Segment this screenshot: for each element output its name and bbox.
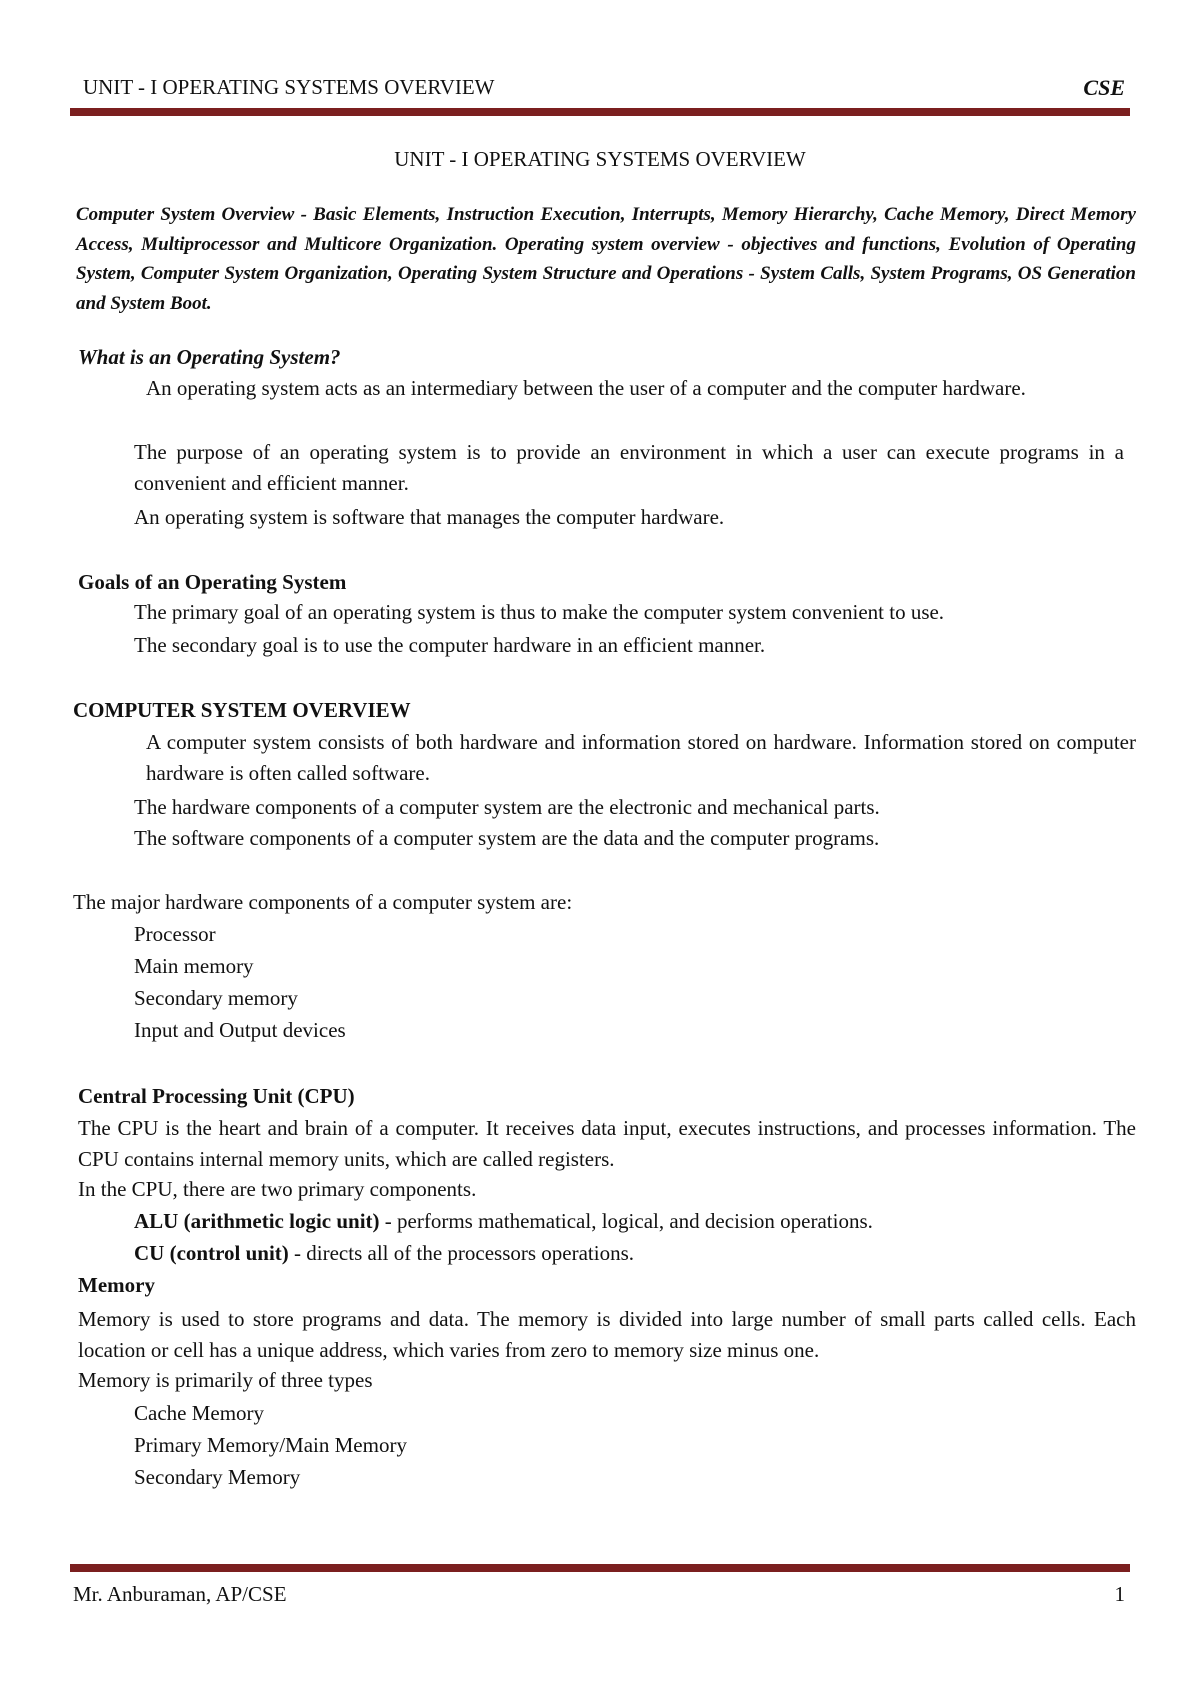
footer-rule <box>70 1564 1130 1572</box>
cso-paragraph-3: The software components of a computer system are the data and the computer programs. <box>134 826 880 850</box>
section-heading-goals: Goals of an Operating System <box>78 570 347 594</box>
footer-author: Mr. Anburaman, AP/CSE <box>73 1582 287 1606</box>
hardware-lead: The major hardware components of a computer system are: <box>73 890 573 914</box>
header-rule <box>70 108 1130 116</box>
section-heading-what-is-os: What is an Operating System? <box>78 345 341 369</box>
list-item: Cache Memory <box>134 1401 265 1425</box>
what-is-os-paragraph-1: An operating system acts as an intermediary between the user of a computer and the computer hardware. <box>146 376 1026 400</box>
header-tag: CSE <box>1083 75 1125 100</box>
list-item: Secondary memory <box>134 986 298 1010</box>
section-heading-memory: Memory <box>78 1273 155 1297</box>
goal-secondary: The secondary goal is to use the computer hardware in an efficient manner. <box>134 633 766 657</box>
memory-paragraph-2: Memory is primarily of three types <box>78 1368 373 1392</box>
cso-paragraph-2: The hardware components of a computer system are the electronic and mechanical parts. <box>134 795 880 819</box>
alu-term: ALU (arithmetic logic unit) <box>134 1209 380 1233</box>
cso-paragraph-1: A computer system consists of both hardware and information stored on hardware. Information stored on computer hardware is often called software. <box>146 730 1136 785</box>
page-header <box>83 75 1125 105</box>
memory-paragraph-1: Memory is used to store programs and data. The memory is divided into large number of small parts called cells. Each location or cell has a unique address, which varies from zero to memory size minus one. <box>78 1307 1136 1362</box>
cpu-paragraph-2: In the CPU, there are two primary components. <box>78 1177 477 1201</box>
cpu-paragraph-1: The CPU is the heart and brain of a computer. It receives data input, executes instructions, and processes information. The CPU contains internal memory units, which are called registers. <box>78 1116 1136 1171</box>
section-heading-computer-system-overview: COMPUTER SYSTEM OVERVIEW <box>73 698 411 722</box>
page-footer <box>73 1582 1125 1612</box>
goal-primary: The primary goal of an operating system is thus to make the computer system convenient to use. <box>134 600 945 624</box>
cpu-cu-item <box>134 1241 634 1266</box>
list-item: Processor <box>134 922 216 946</box>
document-title: UNIT - I OPERATING SYSTEMS OVERVIEW <box>394 147 806 171</box>
header-title: UNIT - I OPERATING SYSTEMS OVERVIEW <box>83 75 495 99</box>
alu-description: - performs mathematical, logical, and decision operations. <box>379 1209 873 1233</box>
list-item: Secondary Memory <box>134 1465 301 1489</box>
cu-term: CU (control unit) <box>134 1241 289 1265</box>
list-item: Input and Output devices <box>134 1018 346 1042</box>
cu-description: - directs all of the processors operations. <box>288 1241 635 1265</box>
list-item: Main memory <box>134 954 254 978</box>
syllabus-intro: Computer System Overview - Basic Elements, Instruction Execution, Interrupts, Memory Hierarchy, Cache Memory, Direct Memory Access, Multiprocessor and Multicore Organization. Operating system overview - objectives and functions, Evolution of Operating System, Computer System Organization, Operating System Structure and Operations - System Calls, System Programs, OS Generation and System Boot. <box>76 204 1136 314</box>
page-number: 1 <box>1114 1582 1125 1606</box>
section-heading-cpu: Central Processing Unit (CPU) <box>78 1084 355 1108</box>
cpu-alu-item <box>134 1209 873 1234</box>
what-is-os-paragraph-3: An operating system is software that manages the computer hardware. <box>134 505 725 529</box>
what-is-os-paragraph-2: The purpose of an operating system is to provide an environment in which a user can execute programs in a convenient and efficient manner. <box>134 440 1124 495</box>
list-item: Primary Memory/Main Memory <box>134 1433 407 1457</box>
